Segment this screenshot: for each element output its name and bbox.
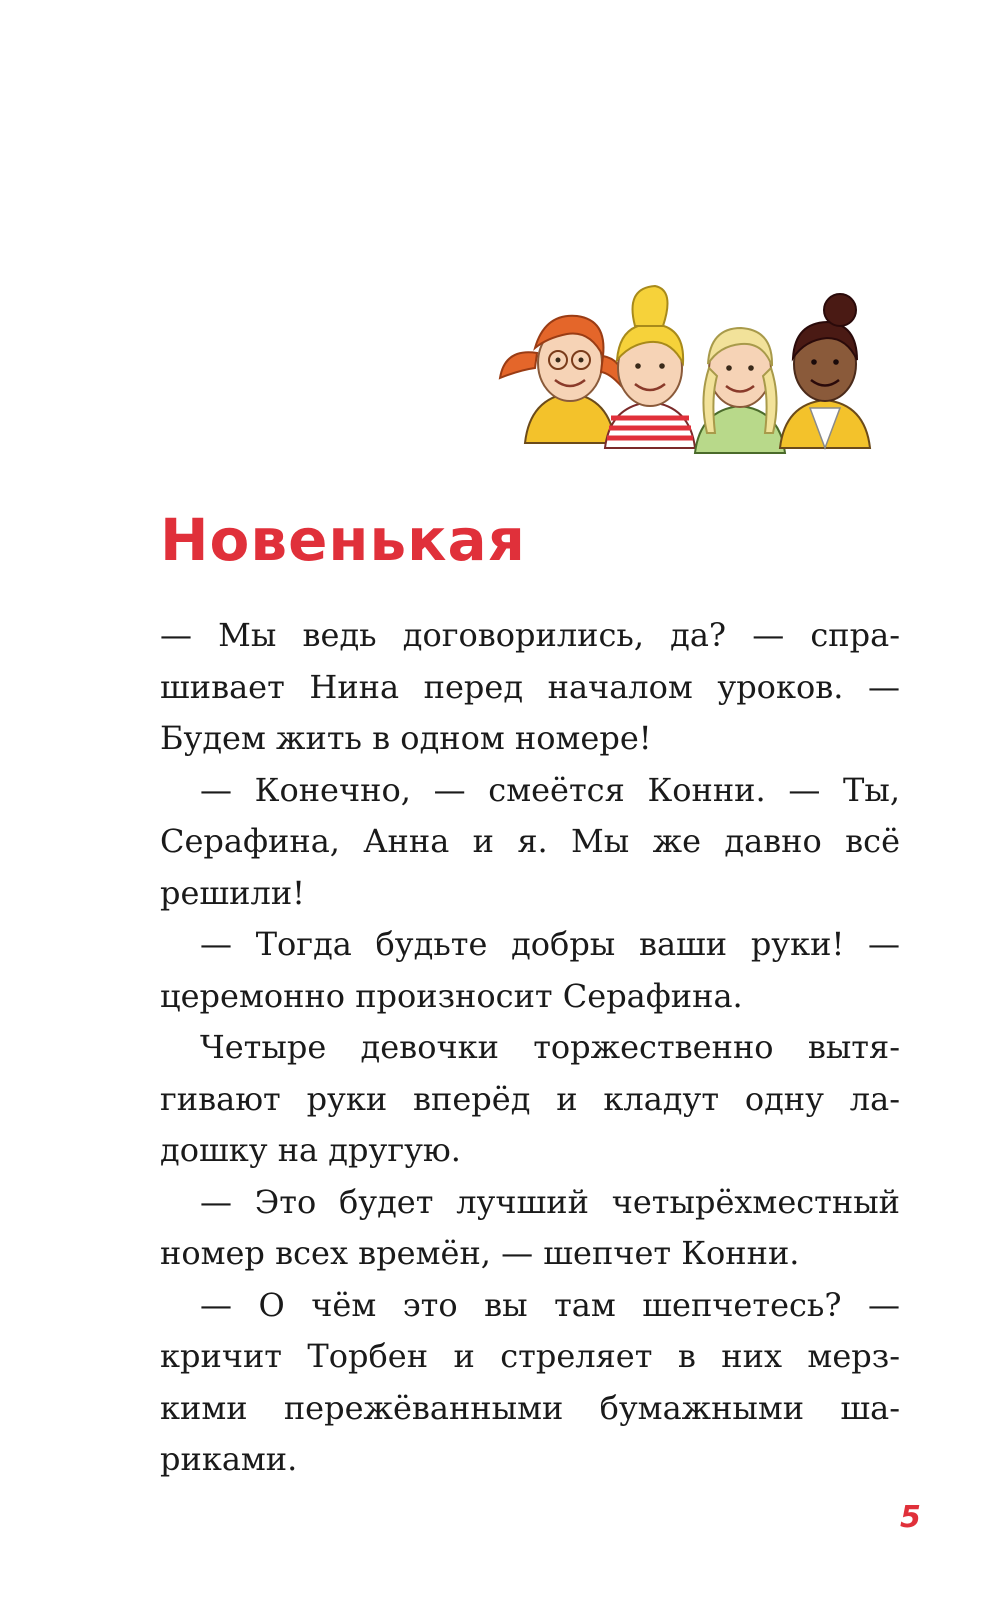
text-line: — Мы ведь договорились, да? — спра-	[160, 616, 900, 654]
text-line: — Это будет лучший четырёхместный	[200, 1182, 900, 1221]
text-line: — О чём это вы там шепчетесь? —	[200, 1285, 900, 1324]
text-line: — Тогда будьте добры ваши руки! —	[200, 925, 900, 963]
text-line: шивает Нина перед началом уроков. —	[160, 667, 900, 706]
text-line: номер всех времён, — шепчет Конни.	[160, 1234, 800, 1272]
text-line: церемонно произносит Серафина.	[160, 976, 743, 1015]
text-line: Четыре девочки торжественно вытя-	[200, 1028, 900, 1066]
text-line: гивают руки вперёд и кладут одну ла-	[160, 1079, 900, 1118]
text-line: решили!	[160, 873, 306, 912]
text-line: риками.	[160, 1440, 298, 1478]
girl-blonde-ponytail	[605, 286, 695, 448]
text-line: — Конечно, — смеётся Конни. — Ты,	[200, 770, 900, 809]
four-girls-illustration	[485, 268, 900, 468]
page-number: 5	[900, 1500, 921, 1535]
girl-dark-hair-bun	[780, 294, 870, 448]
text-line: кричит Торбен и стреляет в них мерз-	[160, 1337, 900, 1375]
text-line: Будем жить в одном номере!	[160, 719, 652, 757]
text-line: кими пережёванными бумажными ша-	[160, 1388, 900, 1427]
girl-red-hair	[500, 316, 623, 443]
text-line: дошку на другую.	[160, 1131, 461, 1169]
body-text	[160, 610, 900, 1486]
girl-blonde-braids	[695, 328, 785, 453]
chapter-title: Новенькая	[160, 506, 526, 574]
text-line: Серафина, Анна и я. Мы же давно всё	[160, 822, 900, 860]
